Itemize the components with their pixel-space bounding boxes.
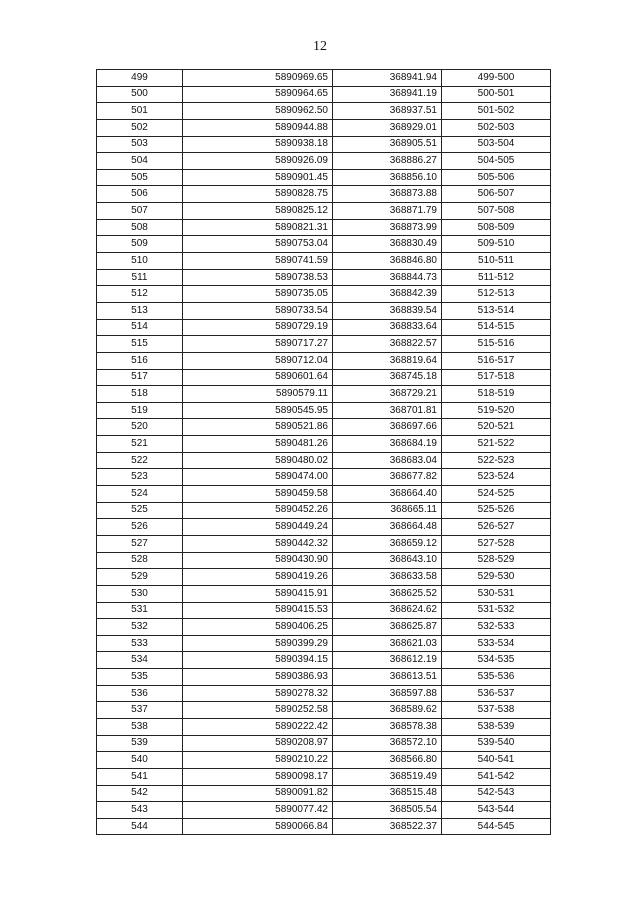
segment-cell: 538-539 <box>442 718 551 735</box>
y-coordinate-cell: 368597.88 <box>333 685 442 702</box>
y-coordinate-cell: 368677.82 <box>333 469 442 486</box>
segment-cell: 502-503 <box>442 119 551 136</box>
point-number-cell: 528 <box>97 552 183 569</box>
point-number-cell: 519 <box>97 402 183 419</box>
point-number-cell: 525 <box>97 502 183 519</box>
y-coordinate-cell: 368578.38 <box>333 718 442 735</box>
x-coordinate-cell: 5890386.93 <box>183 669 333 686</box>
segment-cell: 543-544 <box>442 802 551 819</box>
table-row <box>97 486 551 503</box>
x-coordinate-cell: 5890944.88 <box>183 119 333 136</box>
table-row <box>97 535 551 552</box>
point-number-cell: 537 <box>97 702 183 719</box>
point-number-cell: 533 <box>97 635 183 652</box>
x-coordinate-cell: 5890222.42 <box>183 718 333 735</box>
y-coordinate-cell: 368842.39 <box>333 286 442 303</box>
table-row <box>97 103 551 120</box>
y-coordinate-cell: 368664.48 <box>333 519 442 536</box>
y-coordinate-cell: 368515.48 <box>333 785 442 802</box>
point-number-cell: 534 <box>97 652 183 669</box>
point-number-cell: 540 <box>97 752 183 769</box>
table-row <box>97 785 551 802</box>
table-row <box>97 436 551 453</box>
y-coordinate-cell: 368844.73 <box>333 269 442 286</box>
y-coordinate-cell: 368833.64 <box>333 319 442 336</box>
table-row <box>97 519 551 536</box>
y-coordinate-cell: 368905.51 <box>333 136 442 153</box>
table-row <box>97 402 551 419</box>
point-number-cell: 508 <box>97 219 183 236</box>
table-row <box>97 768 551 785</box>
x-coordinate-cell: 5890964.65 <box>183 86 333 103</box>
y-coordinate-cell: 368684.19 <box>333 436 442 453</box>
segment-cell: 507-508 <box>442 203 551 220</box>
table-row <box>97 685 551 702</box>
point-number-cell: 513 <box>97 302 183 319</box>
y-coordinate-cell: 368566.80 <box>333 752 442 769</box>
x-coordinate-cell: 5890419.26 <box>183 569 333 586</box>
y-coordinate-cell: 368612.19 <box>333 652 442 669</box>
segment-cell: 539-540 <box>442 735 551 752</box>
segment-cell: 533-534 <box>442 635 551 652</box>
table-row <box>97 619 551 636</box>
x-coordinate-cell: 5890962.50 <box>183 103 333 120</box>
y-coordinate-cell: 368613.51 <box>333 669 442 686</box>
segment-cell: 529-530 <box>442 569 551 586</box>
segment-cell: 531-532 <box>442 602 551 619</box>
point-number-cell: 527 <box>97 535 183 552</box>
x-coordinate-cell: 5890252.58 <box>183 702 333 719</box>
table-row <box>97 752 551 769</box>
y-coordinate-cell: 368589.62 <box>333 702 442 719</box>
x-coordinate-cell: 5890712.04 <box>183 352 333 369</box>
point-number-cell: 504 <box>97 153 183 170</box>
x-coordinate-cell: 5890717.27 <box>183 336 333 353</box>
y-coordinate-cell: 368665.11 <box>333 502 442 519</box>
x-coordinate-cell: 5890481.26 <box>183 436 333 453</box>
y-coordinate-cell: 368522.37 <box>333 818 442 835</box>
x-coordinate-cell: 5890394.15 <box>183 652 333 669</box>
table-row <box>97 419 551 436</box>
y-coordinate-cell: 368846.80 <box>333 253 442 270</box>
y-coordinate-cell: 368830.49 <box>333 236 442 253</box>
x-coordinate-cell: 5890474.00 <box>183 469 333 486</box>
segment-cell: 501-502 <box>442 103 551 120</box>
x-coordinate-cell: 5890452.26 <box>183 502 333 519</box>
table-row <box>97 386 551 403</box>
y-coordinate-cell: 368886.27 <box>333 153 442 170</box>
point-number-cell: 541 <box>97 768 183 785</box>
table-row <box>97 369 551 386</box>
table-row <box>97 269 551 286</box>
x-coordinate-cell: 5890821.31 <box>183 219 333 236</box>
segment-cell: 537-538 <box>442 702 551 719</box>
table-row <box>97 352 551 369</box>
table-row <box>97 153 551 170</box>
y-coordinate-cell: 368643.10 <box>333 552 442 569</box>
x-coordinate-cell: 5890459.58 <box>183 486 333 503</box>
table-row <box>97 169 551 186</box>
segment-cell: 534-535 <box>442 652 551 669</box>
point-number-cell: 544 <box>97 818 183 835</box>
point-number-cell: 499 <box>97 70 183 87</box>
segment-cell: 544-545 <box>442 818 551 835</box>
y-coordinate-cell: 368937.51 <box>333 103 442 120</box>
point-number-cell: 536 <box>97 685 183 702</box>
x-coordinate-cell: 5890208.97 <box>183 735 333 752</box>
table-row <box>97 669 551 686</box>
point-number-cell: 500 <box>97 86 183 103</box>
segment-cell: 511-512 <box>442 269 551 286</box>
point-number-cell: 538 <box>97 718 183 735</box>
table-row <box>97 336 551 353</box>
page-number: 12 <box>313 39 327 54</box>
point-number-cell: 505 <box>97 169 183 186</box>
segment-cell: 527-528 <box>442 535 551 552</box>
y-coordinate-cell: 368505.54 <box>333 802 442 819</box>
y-coordinate-cell: 368929.01 <box>333 119 442 136</box>
point-number-cell: 506 <box>97 186 183 203</box>
segment-cell: 540-541 <box>442 752 551 769</box>
segment-cell: 515-516 <box>442 336 551 353</box>
x-coordinate-cell: 5890926.09 <box>183 153 333 170</box>
coordinates-table <box>96 69 551 835</box>
y-coordinate-cell: 368839.54 <box>333 302 442 319</box>
segment-cell: 514-515 <box>442 319 551 336</box>
x-coordinate-cell: 5890066.84 <box>183 818 333 835</box>
y-coordinate-cell: 368745.18 <box>333 369 442 386</box>
segment-cell: 518-519 <box>442 386 551 403</box>
y-coordinate-cell: 368624.62 <box>333 602 442 619</box>
x-coordinate-cell: 5890399.29 <box>183 635 333 652</box>
y-coordinate-cell: 368664.40 <box>333 486 442 503</box>
point-number-cell: 521 <box>97 436 183 453</box>
table-row <box>97 86 551 103</box>
x-coordinate-cell: 5890733.54 <box>183 302 333 319</box>
table-row <box>97 452 551 469</box>
y-coordinate-cell: 368873.99 <box>333 219 442 236</box>
table-row <box>97 602 551 619</box>
table-row <box>97 253 551 270</box>
segment-cell: 524-525 <box>442 486 551 503</box>
x-coordinate-cell: 5890969.65 <box>183 70 333 87</box>
segment-cell: 532-533 <box>442 619 551 636</box>
x-coordinate-cell: 5890753.04 <box>183 236 333 253</box>
point-number-cell: 526 <box>97 519 183 536</box>
x-coordinate-cell: 5890442.32 <box>183 535 333 552</box>
y-coordinate-cell: 368819.64 <box>333 352 442 369</box>
point-number-cell: 512 <box>97 286 183 303</box>
x-coordinate-cell: 5890735.05 <box>183 286 333 303</box>
point-number-cell: 530 <box>97 585 183 602</box>
table-row <box>97 702 551 719</box>
x-coordinate-cell: 5890480.02 <box>183 452 333 469</box>
point-number-cell: 503 <box>97 136 183 153</box>
segment-cell: 535-536 <box>442 669 551 686</box>
segment-cell: 520-521 <box>442 419 551 436</box>
point-number-cell: 515 <box>97 336 183 353</box>
y-coordinate-cell: 368625.87 <box>333 619 442 636</box>
segment-cell: 528-529 <box>442 552 551 569</box>
x-coordinate-cell: 5890430.90 <box>183 552 333 569</box>
x-coordinate-cell: 5890415.91 <box>183 585 333 602</box>
segment-cell: 516-517 <box>442 352 551 369</box>
table-row <box>97 70 551 87</box>
segment-cell: 499-500 <box>442 70 551 87</box>
table-row <box>97 136 551 153</box>
table-row <box>97 203 551 220</box>
point-number-cell: 543 <box>97 802 183 819</box>
x-coordinate-cell: 5890077.42 <box>183 802 333 819</box>
point-number-cell: 523 <box>97 469 183 486</box>
point-number-cell: 502 <box>97 119 183 136</box>
x-coordinate-cell: 5890098.17 <box>183 768 333 785</box>
table-row <box>97 802 551 819</box>
point-number-cell: 509 <box>97 236 183 253</box>
y-coordinate-cell: 368697.66 <box>333 419 442 436</box>
table-row <box>97 818 551 835</box>
segment-cell: 523-524 <box>442 469 551 486</box>
x-coordinate-cell: 5890406.25 <box>183 619 333 636</box>
segment-cell: 519-520 <box>442 402 551 419</box>
segment-cell: 508-509 <box>442 219 551 236</box>
point-number-cell: 539 <box>97 735 183 752</box>
point-number-cell: 514 <box>97 319 183 336</box>
table-row <box>97 186 551 203</box>
segment-cell: 506-507 <box>442 186 551 203</box>
y-coordinate-cell: 368871.79 <box>333 203 442 220</box>
y-coordinate-cell: 368701.81 <box>333 402 442 419</box>
point-number-cell: 542 <box>97 785 183 802</box>
point-number-cell: 520 <box>97 419 183 436</box>
point-number-cell: 511 <box>97 269 183 286</box>
x-coordinate-cell: 5890738.53 <box>183 269 333 286</box>
table-row <box>97 652 551 669</box>
table-row <box>97 319 551 336</box>
point-number-cell: 524 <box>97 486 183 503</box>
x-coordinate-cell: 5890091.82 <box>183 785 333 802</box>
segment-cell: 500-501 <box>442 86 551 103</box>
point-number-cell: 532 <box>97 619 183 636</box>
table-row <box>97 219 551 236</box>
segment-cell: 525-526 <box>442 502 551 519</box>
x-coordinate-cell: 5890938.18 <box>183 136 333 153</box>
x-coordinate-cell: 5890415.53 <box>183 602 333 619</box>
x-coordinate-cell: 5890901.45 <box>183 169 333 186</box>
segment-cell: 512-513 <box>442 286 551 303</box>
point-number-cell: 531 <box>97 602 183 619</box>
segment-cell: 504-505 <box>442 153 551 170</box>
point-number-cell: 522 <box>97 452 183 469</box>
x-coordinate-cell: 5890825.12 <box>183 203 333 220</box>
table-row <box>97 552 551 569</box>
point-number-cell: 516 <box>97 352 183 369</box>
segment-cell: 526-527 <box>442 519 551 536</box>
table-row <box>97 119 551 136</box>
x-coordinate-cell: 5890210.22 <box>183 752 333 769</box>
segment-cell: 513-514 <box>442 302 551 319</box>
point-number-cell: 501 <box>97 103 183 120</box>
y-coordinate-cell: 368941.19 <box>333 86 442 103</box>
y-coordinate-cell: 368729.21 <box>333 386 442 403</box>
y-coordinate-cell: 368873.88 <box>333 186 442 203</box>
segment-cell: 505-506 <box>442 169 551 186</box>
table-row <box>97 469 551 486</box>
segment-cell: 521-522 <box>442 436 551 453</box>
y-coordinate-cell: 368683.04 <box>333 452 442 469</box>
x-coordinate-cell: 5890828.75 <box>183 186 333 203</box>
segment-cell: 536-537 <box>442 685 551 702</box>
y-coordinate-cell: 368856.10 <box>333 169 442 186</box>
point-number-cell: 529 <box>97 569 183 586</box>
table-row <box>97 569 551 586</box>
table-row <box>97 735 551 752</box>
segment-cell: 510-511 <box>442 253 551 270</box>
point-number-cell: 518 <box>97 386 183 403</box>
point-number-cell: 507 <box>97 203 183 220</box>
y-coordinate-cell: 368625.52 <box>333 585 442 602</box>
segment-cell: 503-504 <box>442 136 551 153</box>
x-coordinate-cell: 5890449.24 <box>183 519 333 536</box>
x-coordinate-cell: 5890545.95 <box>183 402 333 419</box>
table-row <box>97 286 551 303</box>
x-coordinate-cell: 5890729.19 <box>183 319 333 336</box>
x-coordinate-cell: 5890601.64 <box>183 369 333 386</box>
segment-cell: 517-518 <box>442 369 551 386</box>
y-coordinate-cell: 368941.94 <box>333 70 442 87</box>
table-row <box>97 236 551 253</box>
x-coordinate-cell: 5890278.32 <box>183 685 333 702</box>
point-number-cell: 517 <box>97 369 183 386</box>
segment-cell: 542-543 <box>442 785 551 802</box>
table-row <box>97 635 551 652</box>
segment-cell: 530-531 <box>442 585 551 602</box>
segment-cell: 522-523 <box>442 452 551 469</box>
y-coordinate-cell: 368621.03 <box>333 635 442 652</box>
y-coordinate-cell: 368519.49 <box>333 768 442 785</box>
point-number-cell: 510 <box>97 253 183 270</box>
x-coordinate-cell: 5890741.59 <box>183 253 333 270</box>
x-coordinate-cell: 5890521.86 <box>183 419 333 436</box>
segment-cell: 541-542 <box>442 768 551 785</box>
y-coordinate-cell: 368633.58 <box>333 569 442 586</box>
segment-cell: 509-510 <box>442 236 551 253</box>
table-row <box>97 302 551 319</box>
y-coordinate-cell: 368572.10 <box>333 735 442 752</box>
table-row <box>97 585 551 602</box>
y-coordinate-cell: 368822.57 <box>333 336 442 353</box>
point-number-cell: 535 <box>97 669 183 686</box>
table-row <box>97 502 551 519</box>
y-coordinate-cell: 368659.12 <box>333 535 442 552</box>
x-coordinate-cell: 5890579.11 <box>183 386 333 403</box>
table-row <box>97 718 551 735</box>
